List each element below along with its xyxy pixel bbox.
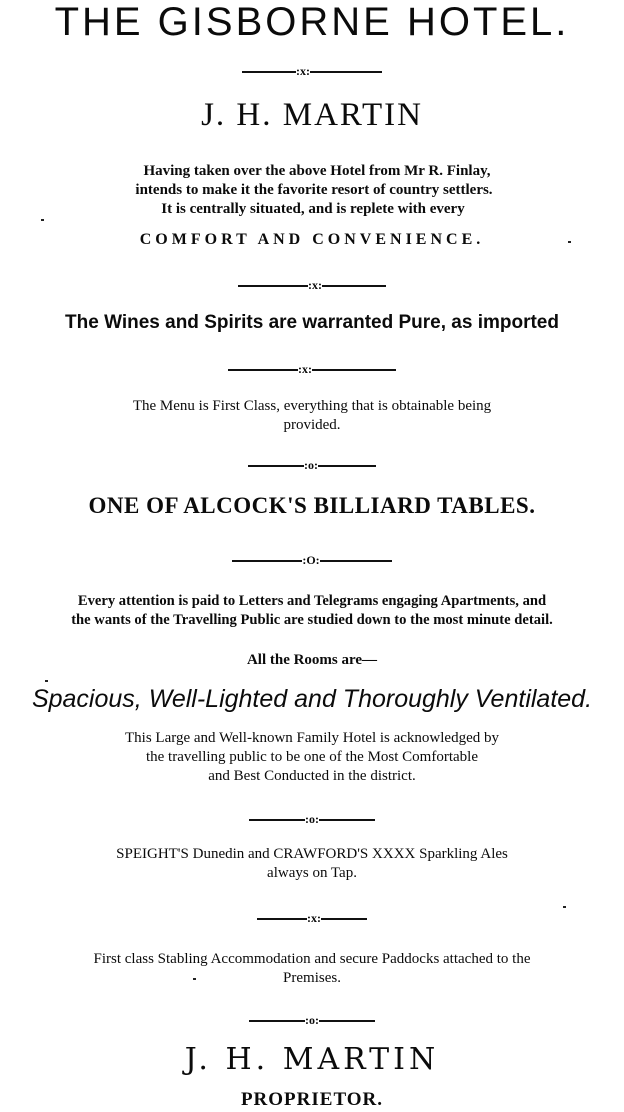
proprietor-name-heading: J. H. MARTIN [201, 97, 423, 133]
print-speck [563, 906, 566, 908]
signature-name: J. H. MARTIN [184, 1042, 440, 1077]
print-speck [45, 680, 48, 682]
separator-mark: :x: [296, 64, 310, 78]
family-hotel-paragraph [0, 729, 624, 786]
separator-mark: :x: [307, 911, 321, 925]
menu-line-2: provided. [283, 417, 341, 433]
print-speck [41, 219, 44, 221]
separator-1 [0, 64, 624, 78]
separator-6 [0, 812, 624, 826]
separator-mark: :O: [302, 553, 320, 567]
intro-line-2: intends to make it the favorite resort of country settlers. [135, 182, 493, 198]
billiard-heading: ONE OF ALCOCK'S BILLIARD TABLES. [88, 493, 536, 518]
separator-2 [0, 278, 624, 292]
separator-mark: :x: [308, 278, 322, 292]
ales-line-1: SPEIGHT'S Dunedin and CRAWFORD'S XXXX Sparkling Ales [116, 846, 508, 862]
family-line-1: This Large and Well-known Family Hotel is acknowledged by [125, 730, 499, 746]
ales-paragraph [0, 845, 624, 883]
print-speck [568, 241, 571, 243]
menu-paragraph [0, 397, 624, 435]
attention-paragraph [0, 592, 624, 630]
proprietor-label: PROPRIETOR. [240, 1089, 384, 1110]
ales-line-2: always on Tap. [267, 865, 357, 881]
stabling-paragraph [0, 950, 624, 988]
stabling-line-1: First class Stabling Accommodation and secure Paddocks attached to the [93, 951, 531, 967]
separator-mark: :o: [305, 1013, 319, 1027]
comfort-heading: COMFORT AND CONVENIENCE. [139, 231, 485, 248]
separator-mark: :o: [304, 458, 318, 472]
separator-3 [0, 362, 624, 376]
spacious-heading: Spacious, Well-Lighted and Thoroughly Ventilated. [31, 685, 593, 713]
separator-7 [0, 911, 624, 925]
stabling-line-2: Premises. [283, 970, 341, 986]
rooms-lead: All the Rooms are— [246, 652, 378, 668]
separator-5 [0, 553, 624, 567]
menu-line-1: The Menu is First Class, everything that is obtainable being [132, 398, 492, 414]
separator-8 [0, 1013, 624, 1027]
attention-line-2: the wants of the Travelling Public are studied down to the most minute detail. [71, 612, 553, 628]
attention-line-1: Every attention is paid to Letters and Telegrams engaging Apartments, and [77, 593, 547, 609]
separator-mark: :x: [298, 362, 312, 376]
family-line-2: the travelling public to be one of the Most Comfortable [145, 749, 478, 765]
separator-mark: :o: [305, 812, 319, 826]
wines-statement: The Wines and Spirits are warranted Pure, as imported [65, 312, 559, 333]
family-line-3: and Best Conducted in the district. [208, 768, 416, 784]
intro-paragraph [0, 162, 624, 219]
intro-line-1: Having taken over the above Hotel from Mr R. Finlay, [143, 163, 491, 179]
print-speck [193, 978, 196, 980]
separator-4 [0, 458, 624, 472]
hotel-title: THE GISBORNE HOTEL. [54, 0, 570, 44]
intro-line-3: It is centrally situated, and is replete with every [161, 201, 465, 217]
